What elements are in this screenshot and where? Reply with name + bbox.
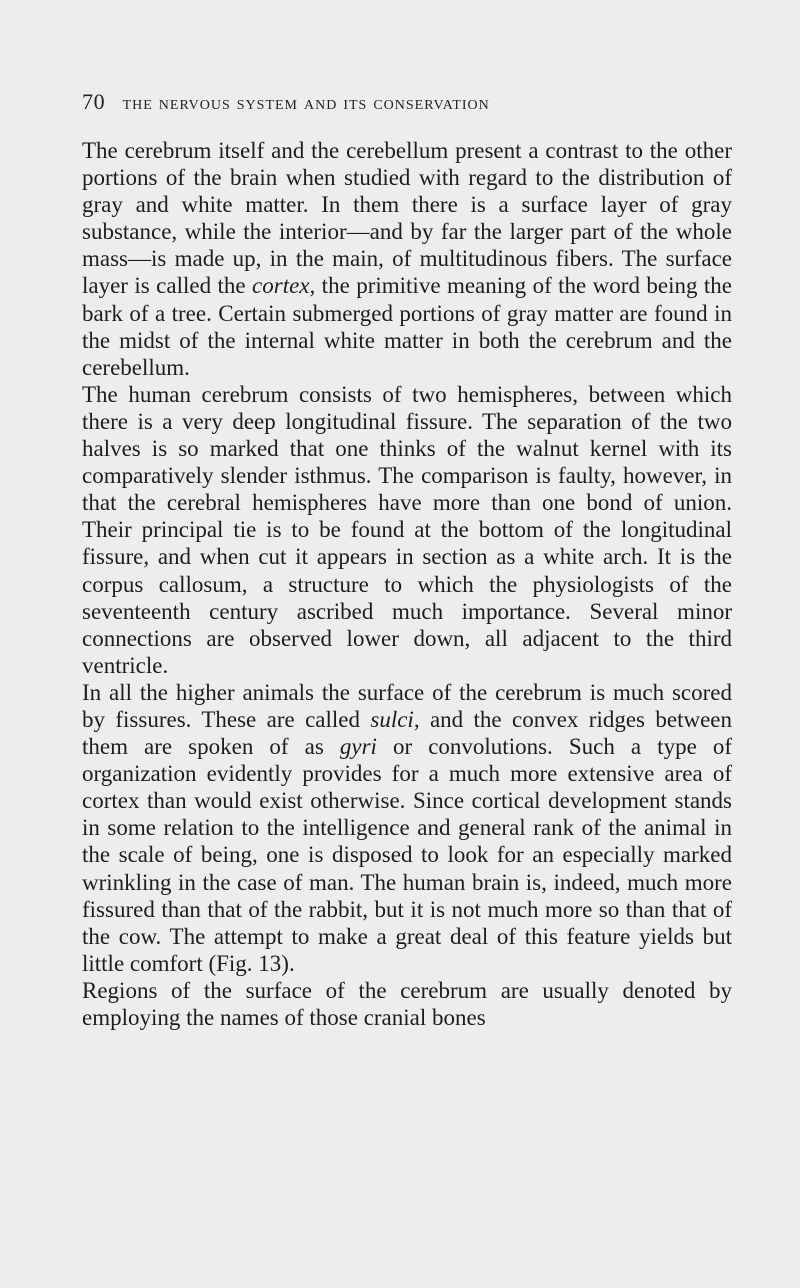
paragraph-1: The cerebrum itself and the cerebellum present a contrast to the other portions of the brain when studied with regard to the distribution of gray and white matter. In them there is a surface layer of gray substance, while the interior—and by far the larger part of the whole mass—is made up, in the main, of multitudinous fibers. The surface layer is called the cortex, the primitive meaning of the word being the bark of a tree. Certain submerged portions of gray matter are found in the midst of the internal white matter in both the cerebrum and the cerebellum. [82,138,733,380]
page-number: 70 [82,89,106,114]
body-text [82,137,732,1031]
running-title: the nervous system and its conservation [122,92,490,114]
paragraph-4: Regions of the surface of the cerebrum are usually denoted by employing the names of those cranial bones [82,977,732,1030]
page-header [82,89,722,115]
paragraph-2: The human cerebrum consists of two hemispheres, between which there is a very deep longitudinal fissure. The separation of the two halves is so marked that one thinks of the walnut kernel with its comparatively slender isthmus. The comparison is faulty, however, in that the cerebral hemispheres have more than one bond of union. Their principal tie is to be found at the bottom of the longitudinal fissure, and when cut it appears in section as a white arch. It is the corpus callosum, a structure to which the physiologists of the seventeenth century ascribed much importance. Several minor connections are observed lower down, all adjacent to the third ventricle. [82,381,732,678]
paragraph-3: In all the higher animals the surface of the cerebrum is much scored by fissures. These are called sulci, and the convex ridges between them are spoken of as gyri or convolutions. Such a type of organization evidently provides for a much more extensive area of cortex than would exist otherwise. Since cortical development stands in some relation to the intelligence and general rank of the animal in the scale of being, one is disposed to look for an especially marked wrinkling in the case of man. The human brain is, indeed, much more fissured than that of the rabbit, but it is not much more so than that of the cow. The attempt to make a great deal of this feature yields but little comfort (Fig. 13). [82,679,732,976]
